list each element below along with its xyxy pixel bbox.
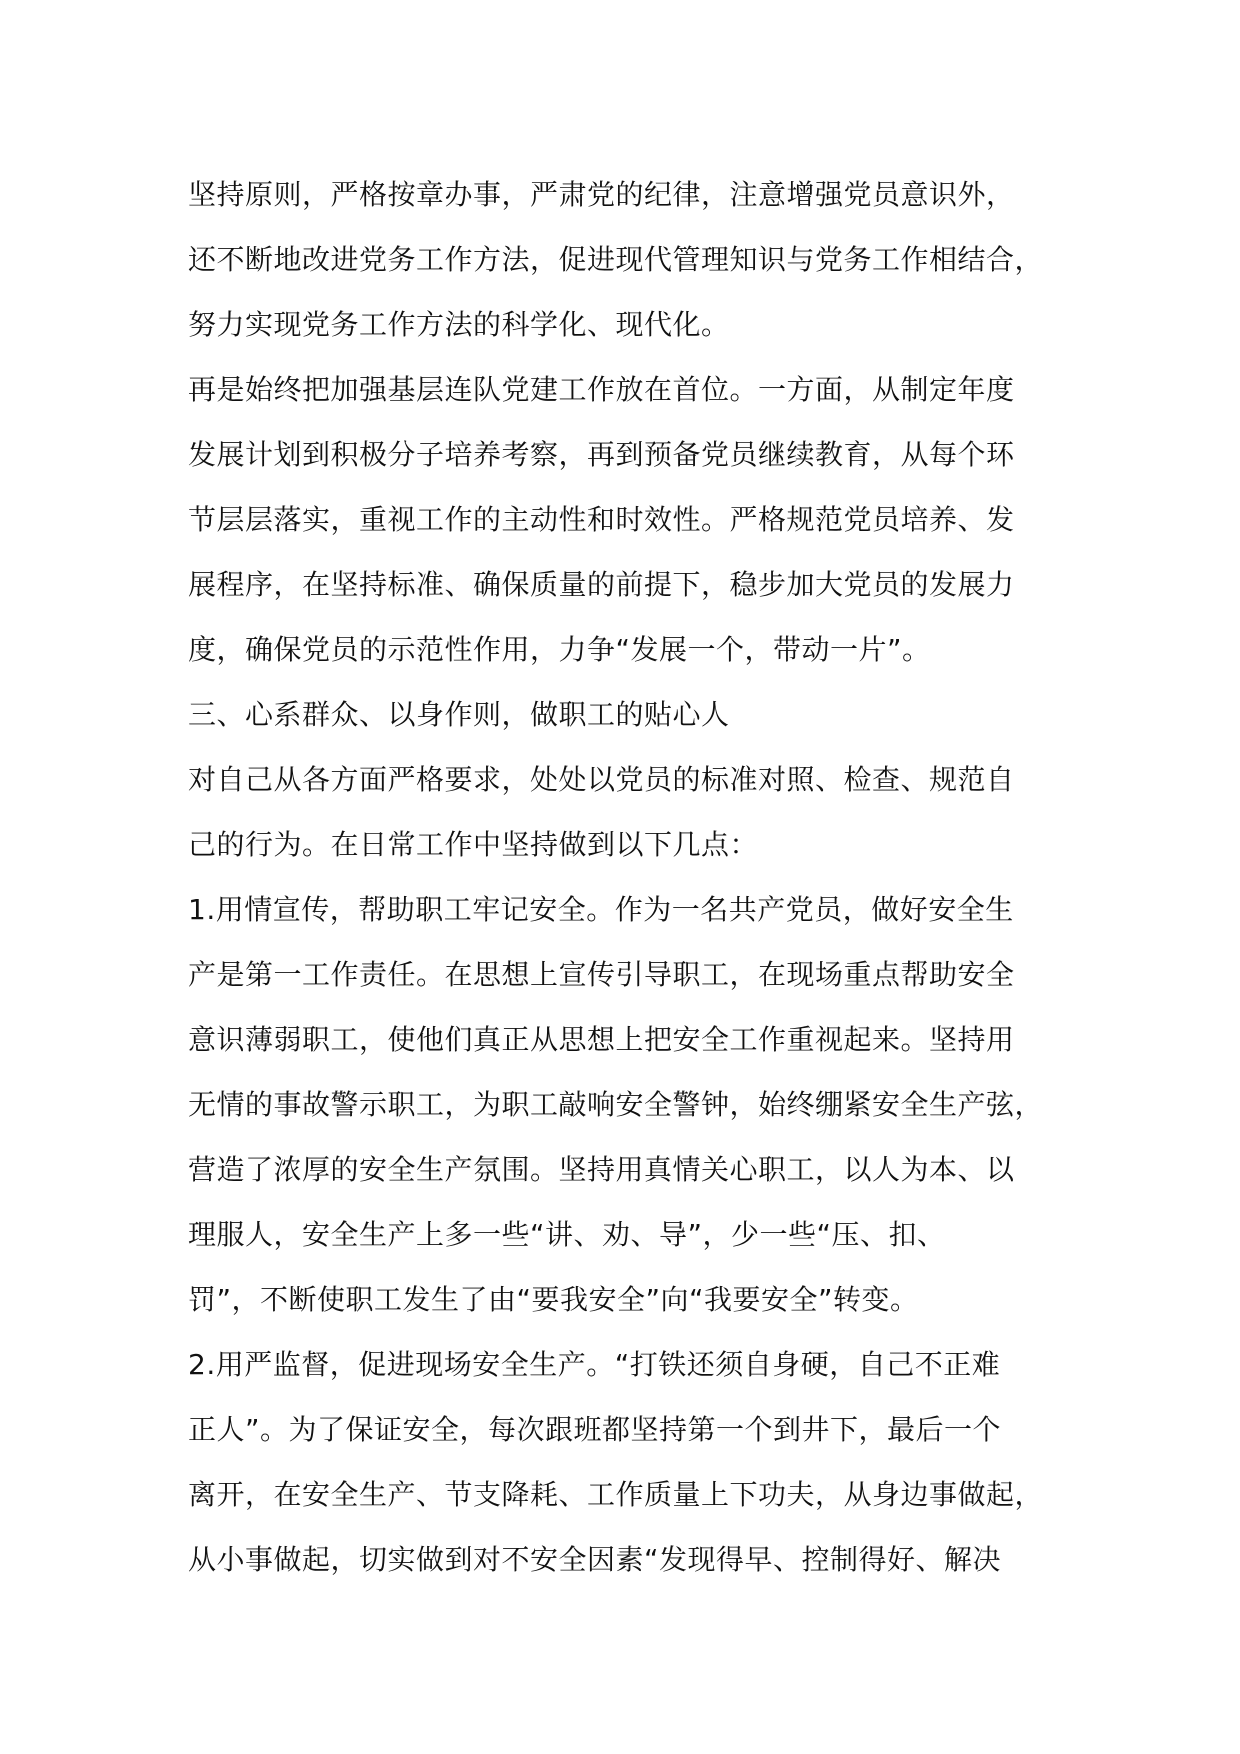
text-line: 还不断地改进党务工作方法，促进现代管理知识与党务工作相结合， (188, 243, 1044, 276)
document-body (188, 162, 1088, 1592)
text-line: 意识薄弱职工，使他们真正从思想上把安全工作重视起来。坚持用 (188, 1023, 1015, 1056)
text-line: 节层层落实，重视工作的主动性和时效性。严格规范党员培养、发 (188, 503, 1015, 536)
section-heading: 三、心系群众、以身作则，做职工的贴心人 (188, 698, 730, 731)
text-line: 离开，在安全生产、节支降耗、工作质量上下功夫，从身边事做起， (188, 1478, 1044, 1511)
text-line: 努力实现党务工作方法的科学化、现代化。 (188, 308, 730, 341)
text-line: 罚”，不断使职工发生了由“要我安全”向“我要安全”转变。 (188, 1283, 919, 1316)
text-line: 发展计划到积极分子培养考察，再到预备党员继续教育，从每个环 (188, 438, 1015, 471)
text-line: 坚持原则，严格按章办事，严肃党的纪律，注意增强党员意识外， (188, 178, 1015, 211)
text-line: 产是第一工作责任。在思想上宣传引导职工，在现场重点帮助安全 (188, 958, 1015, 991)
text-line: 从小事做起，切实做到对不安全因素“发现得早、控制得好、解决 (188, 1543, 1002, 1576)
text-line: 再是始终把加强基层连队党建工作放在首位。一方面，从制定年度 (188, 373, 1015, 406)
text-line: 2.用严监督，促进现场安全生产。“打铁还须自身硬，自己不正难 (188, 1348, 1001, 1381)
text-line: 己的行为。在日常工作中坚持做到以下几点： (188, 828, 759, 861)
text-line: 1.用情宣传，帮助职工牢记安全。作为一名共产党员，做好安全生 (188, 893, 1014, 926)
text-line: 度，确保党员的示范性作用，力争“发展一个，带动一片”。 (188, 633, 931, 666)
text-line: 理服人，安全生产上多一些“讲、劝、导”，少一些“压、扣、 (188, 1218, 946, 1251)
text-line: 无情的事故警示职工，为职工敲响安全警钟，始终绷紧安全生产弦， (188, 1088, 1044, 1121)
text-line: 对自己从各方面严格要求，处处以党员的标准对照、检查、规范自 (188, 763, 1015, 796)
text-line: 展程序，在坚持标准、确保质量的前提下，稳步加大党员的发展力 (188, 568, 1015, 601)
text-line: 营造了浓厚的安全生产氛围。坚持用真情关心职工，以人为本、以 (188, 1153, 1015, 1186)
text-line: 正人”。为了保证安全，每次跟班都坚持第一个到井下，最后一个 (188, 1413, 1002, 1446)
